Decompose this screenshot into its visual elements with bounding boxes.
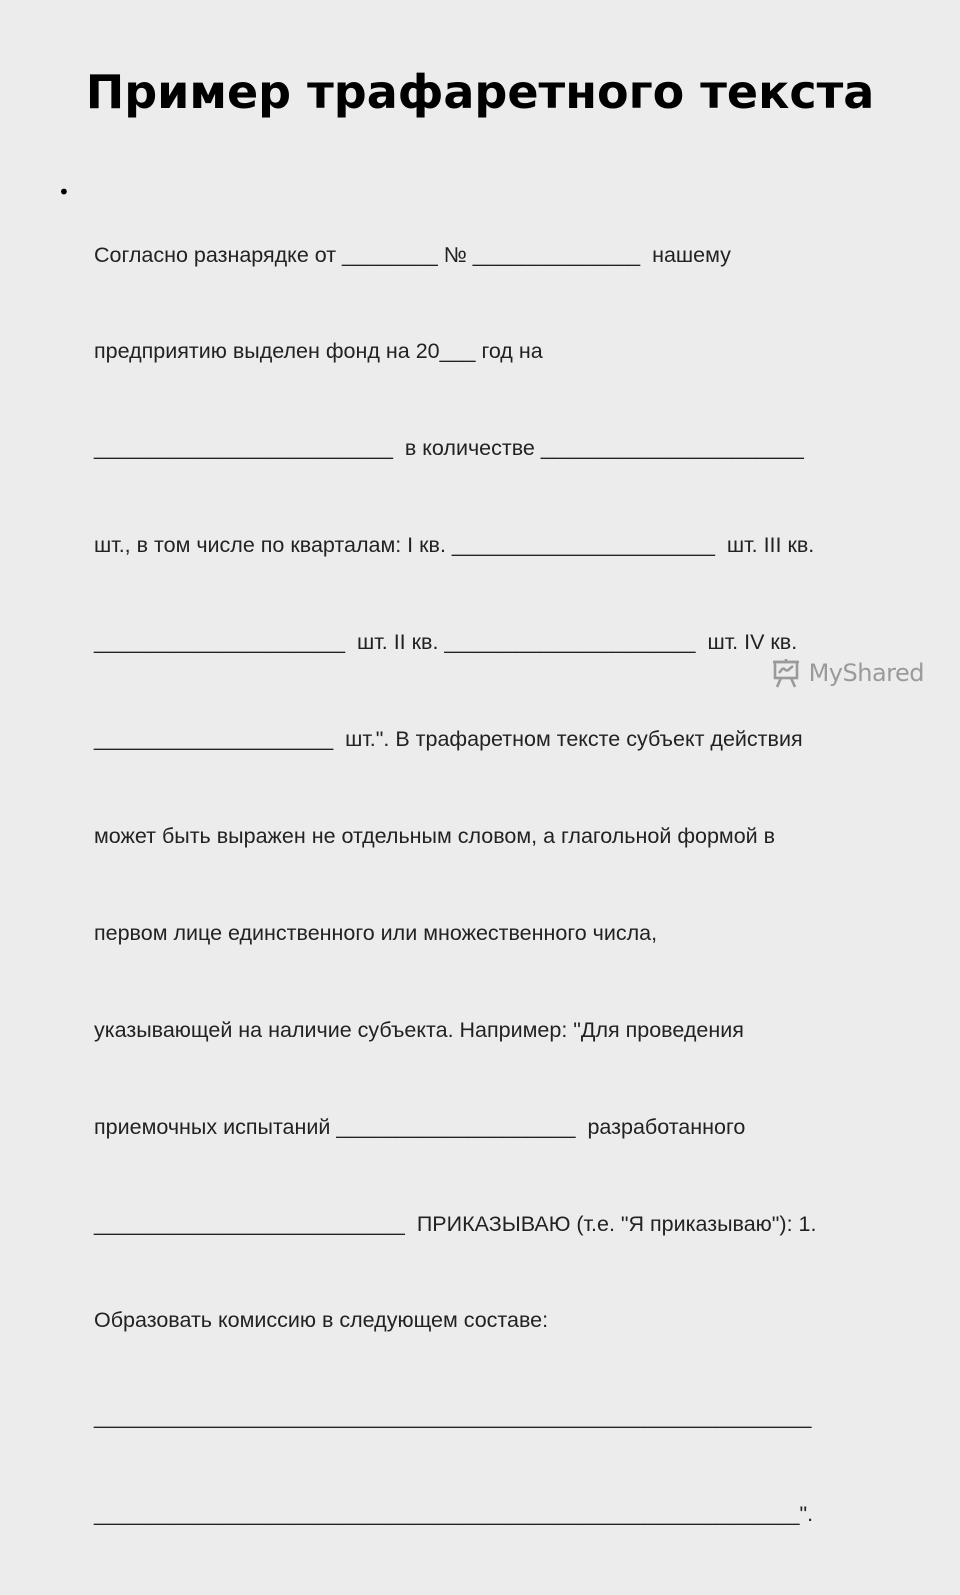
text-line: _____________________ шт. II кв. _____________________ шт. IV кв. — [94, 630, 798, 655]
text-line: первом лице единственного или множественного числа, — [94, 920, 658, 945]
text-line: предприятию выделен фонд на 20___ год на — [94, 339, 543, 364]
text-line: указывающей на наличие субъекта. Например: "Для проведения — [94, 1017, 744, 1042]
text-line: __________________________ ПРИКАЗЫВАЮ (т.е. "Я приказываю"): 1. — [94, 1211, 817, 1236]
text-line: приемочных испытаний ____________________ разработанного — [94, 1114, 746, 1139]
text-line: ___________________________________________________________". — [94, 1502, 814, 1527]
slide-title: Пример трафаретного текста — [85, 65, 875, 119]
text-line: Образовать комиссию в следующем составе: — [94, 1308, 549, 1333]
text-line: ____________________________________________________________ — [94, 1405, 812, 1430]
text-line: шт., в том числе по кварталам: I кв. ______________________ шт. III кв. — [94, 533, 815, 558]
presentation-board-icon — [769, 657, 803, 689]
text-line: ____________________ шт.". В трафаретном тексте субъект действия — [94, 727, 803, 752]
stencil-text-body — [94, 174, 914, 1595]
watermark-text: MyShared — [808, 659, 924, 687]
bullet-marker: • — [58, 180, 70, 204]
text-line: Согласно разнарядке от ________ № ______________ нашему — [94, 242, 731, 267]
text-line: может быть выражен не отдельным словом, а глагольной формой в — [94, 823, 776, 848]
text-line: _________________________ в количестве ______________________ — [94, 436, 804, 461]
myshared-watermark — [769, 656, 924, 690]
